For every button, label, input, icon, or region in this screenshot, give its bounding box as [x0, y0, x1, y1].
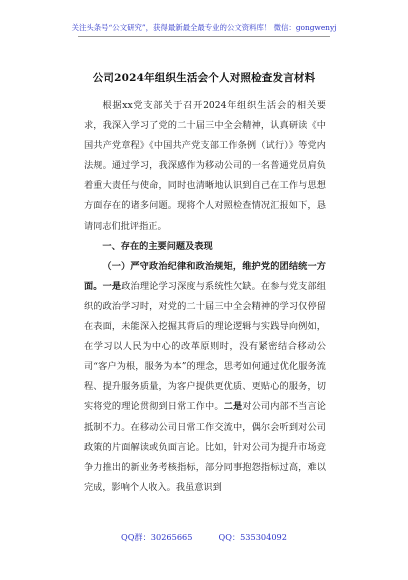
- header-banner: 关注头条号“公文研究”，获得最新最全最专业的公文资料库！ 微信：gongwenyj: [71, 23, 337, 32]
- header-divider: [78, 36, 330, 37]
- subsection-heading: （一）严守政治纪律和政治规矩，维护党的团结统一方面。: [84, 260, 326, 292]
- point-one-text: 政治理论学习深度与系统性欠缺。在参与党支部组织的政治学习时，对党的二十届三中全会精神的学习仅停留在表面，未能深入挖掘其背后的理论逻辑与实践导向例如，在学习以人民为中心的改革原则时，没有紧密结合移动公司“客户为根，服务为本”的理念，思考如何通过优化服务流程、提升服务质量，为客户提供更优质、更贴心的服务，切实将党的理论贯彻到日常工作中。: [84, 280, 326, 413]
- section-heading: 一、存在的主要问题及表现: [102, 240, 213, 252]
- intro-paragraph: 根据xx党支部关于召开2024年组织生活会的相关要求，我深入学习了党的二十届三中全会精神，认真研读《中国共产党章程》《中国共产党支部工作条例（试行）》等党内法规。通过学习，我深感作为移动公司的一名普通党员肩负着重大责任与使命，同时也清晰地认识到自己在工作与思想方面存在的诸多问题。现将个人对照检查情况汇报如下，恳请同志们批评指正。: [84, 100, 326, 232]
- document-title: 公司2024年组织生活会个人对照检查发言材料: [92, 72, 316, 84]
- point-two-label: 二是: [223, 401, 243, 413]
- point-two-text: 对公司内部不当言论抵制不力。在移动公司日常工作交流中，偶尔会听到对公司政策的片面解读或负面言论。比如，针对公司为提升市场竞争力推出的新业务考核指标，部分同事抱怨指标过高，难以完成，影响个人收入。我虽意识到: [84, 401, 326, 493]
- footer-qq: QQ：535304092: [218, 532, 287, 542]
- point-one-label: 一是: [102, 280, 122, 292]
- footer-contact: [0, 532, 408, 543]
- footer-qq-group: QQ群：30265665: [121, 532, 193, 542]
- subsection-paragraph: [84, 257, 326, 498]
- document-body: [84, 96, 326, 498]
